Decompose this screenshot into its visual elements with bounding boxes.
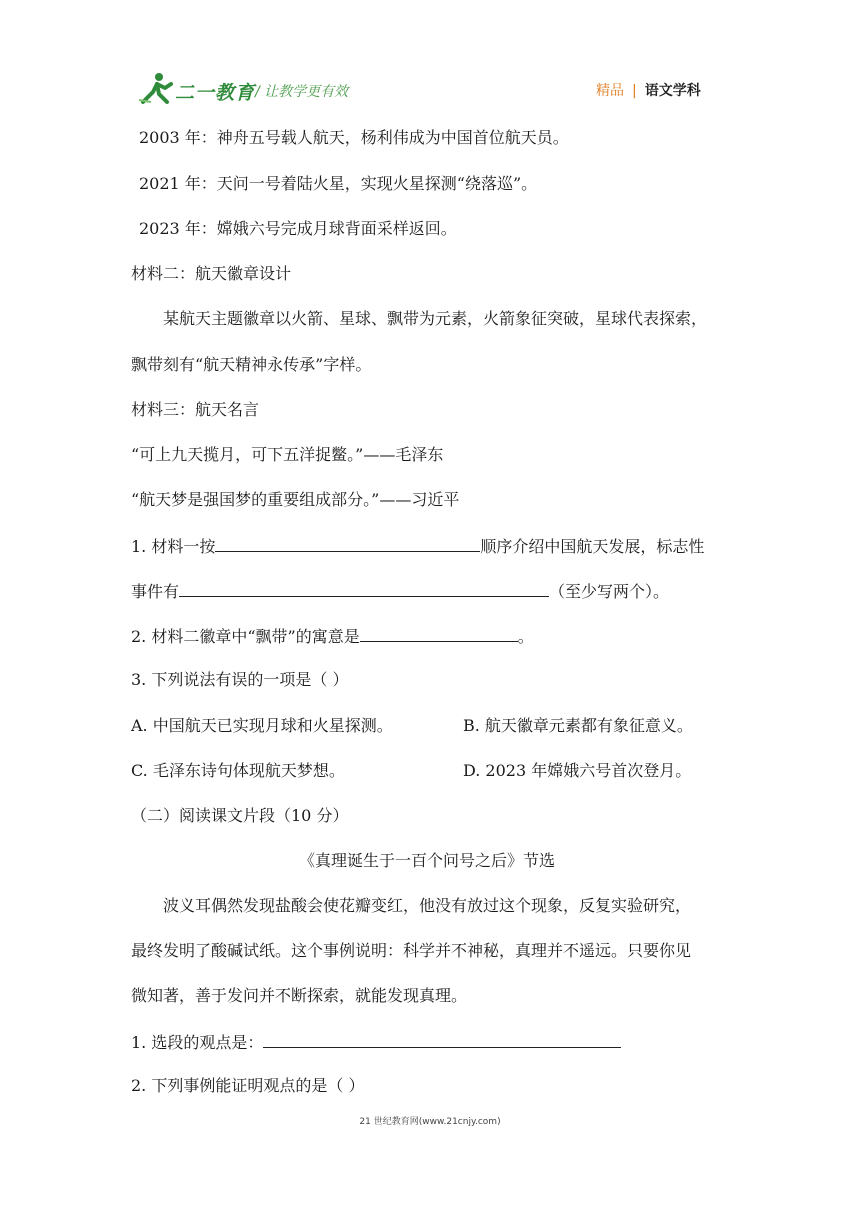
passage-line1: 波义耳偶然发现盐酸会使花瓣变红，他没有放过这个现象，反复实验研究，: [163, 896, 692, 915]
question-1-suffix: 顺序介绍中国航天发展，标志性: [480, 537, 705, 556]
quote-xi: “航天梦是强国梦的重要组成部分。”——习近平: [131, 490, 460, 509]
material2-paragraph-line2: 飘带刻有“航天精神永传承”字样。: [131, 355, 372, 374]
passage-line3: 微知著，善于发问并不断探索，就能发现真理。: [131, 986, 468, 1005]
passage-title: 《真理诞生于一百个问号之后》节选: [299, 851, 556, 870]
question-1-prefix: 1. 材料一按: [131, 537, 216, 556]
material3-title: 材料三：航天名言: [131, 400, 260, 419]
answer-blank-events[interactable]: [179, 580, 549, 597]
logo: [137, 72, 387, 106]
passage-line2: 最终发明了酸碱试纸。这个事例说明：科学并不神秘，真理并不遥远。只要你见: [131, 941, 692, 960]
runner-logo-icon: [137, 72, 177, 106]
answer-blank-ribbon[interactable]: [360, 625, 518, 642]
material2-title: 材料二：航天徽章设计: [131, 264, 292, 283]
premium-label: 精品: [596, 83, 624, 99]
question-1: [131, 535, 704, 557]
header-separator: |: [632, 83, 637, 99]
logo-slogan: / 让教学更有效: [255, 84, 349, 100]
logo-name: 二一教育: [175, 82, 256, 104]
quote-mao: “可上九天揽月，可下五洋捉鳖。”——毛泽东: [131, 445, 444, 464]
option-c[interactable]: C. 毛泽东诗句体现航天梦想。: [131, 761, 345, 780]
subject-label: 语文学科: [644, 83, 701, 99]
material1-line-2023: 2023 年：嫦娥六号完成月球背面采样返回。: [139, 219, 457, 238]
material1-line-2021: 2021 年：天问一号着陆火星，实现火星探测“绕落巡”。: [139, 174, 538, 193]
option-b[interactable]: B. 航天徽章元素都有象征意义。: [463, 716, 693, 735]
answer-blank-order[interactable]: [215, 535, 480, 552]
question-2: [131, 625, 534, 647]
material2-paragraph-line1: 某航天主题徽章以火箭、星球、飘带为元素，火箭象征突破，星球代表探索，: [163, 309, 708, 328]
page-footer: 21 世纪教育网(www.21cnjy.com): [359, 1117, 501, 1127]
material1-line-2003: 2003 年：神舟五号载人航天，杨利伟成为中国首位航天员。: [139, 128, 569, 147]
header-badge: [596, 80, 701, 100]
question-1-events-prefix: 事件有: [131, 582, 180, 601]
question-1-continued: [131, 580, 669, 602]
passage-question-1: [131, 1031, 621, 1053]
question-2-prefix: 2. 材料二徽章中“飘带”的寓意是: [131, 627, 360, 646]
question-1-events-suffix: （至少写两个）。: [549, 582, 670, 601]
page-header: [0, 0, 860, 120]
question-3: 3. 下列说法有误的一项是（ ）: [131, 670, 349, 689]
passage-question-1-prefix: 1. 选段的观点是：: [131, 1033, 264, 1052]
section-2-title: （二）阅读课文片段（10 分）: [131, 806, 349, 825]
answer-blank-viewpoint[interactable]: [263, 1031, 621, 1048]
question-2-suffix: 。: [517, 627, 534, 646]
passage-question-2: 2. 下列事例能证明观点的是（ ）: [131, 1076, 365, 1095]
option-d[interactable]: D. 2023 年嫦娥六号首次登月。: [463, 761, 692, 780]
option-a[interactable]: A. 中国航天已实现月球和火星探测。: [131, 716, 393, 735]
